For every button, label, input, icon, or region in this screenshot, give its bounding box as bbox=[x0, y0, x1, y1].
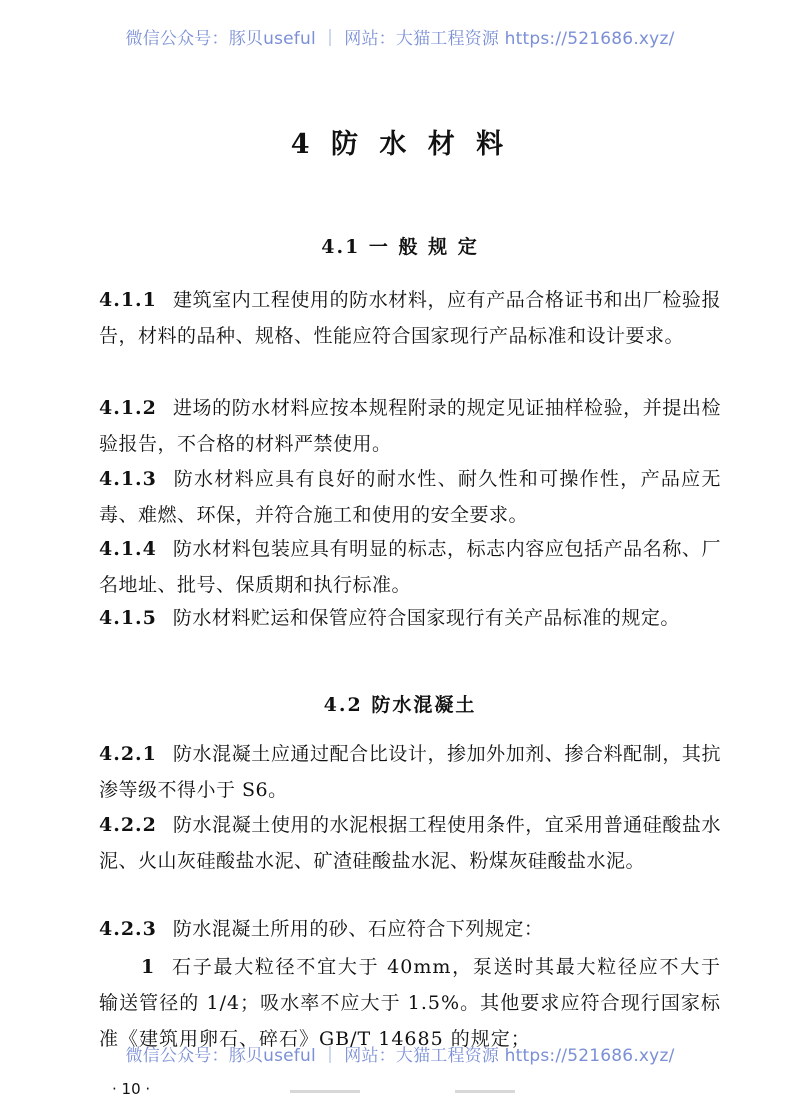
clause-number: 4.2.1 bbox=[99, 743, 157, 765]
bleed-through-mark bbox=[455, 1090, 515, 1093]
clause-number: 4.1.3 bbox=[99, 468, 157, 490]
clause-number: 4.1.1 bbox=[99, 289, 157, 311]
clause-text: 建筑室内工程使用的防水材料，应有产品合格证书和出厂检验报告，材料的品种、规格、性能应符合国家现行产品标准和设计要求。 bbox=[99, 289, 721, 347]
chapter-title: 4 防 水 材 料 bbox=[290, 129, 510, 160]
watermark-bottom: 微信公众号：豚贝useful ｜ 网站：大猫工程资源 https://521686.xyz/ bbox=[125, 1046, 675, 1066]
clause-text: 防水混凝土使用的水泥根据工程使用条件，宜采用普通硅酸盐水泥、火山灰硅酸盐水泥、矿渣硅酸盐水泥、粉煤灰硅酸盐水泥。 bbox=[99, 814, 721, 872]
clause-4-1-2 bbox=[99, 390, 721, 462]
clause-4-2-1 bbox=[99, 736, 721, 808]
clause-4-1-3 bbox=[99, 461, 721, 533]
clause-4-1-1 bbox=[99, 282, 721, 354]
clause-number: 4.1.2 bbox=[99, 397, 157, 419]
page-number: · 10 · bbox=[112, 1080, 151, 1098]
section-title-4-2: 4.2 防水混凝土 bbox=[323, 694, 477, 716]
section-title-4-1: 4.1 一 般 规 定 bbox=[321, 236, 479, 258]
clause-4-1-4 bbox=[99, 531, 721, 603]
clause-text: 防水材料应具有良好的耐水性、耐久性和可操作性，产品应无毒、难燃、环保，并符合施工和使用的安全要求。 bbox=[99, 468, 721, 526]
clause-text: 进场的防水材料应按本规程附录的规定见证抽样检验，并提出检验报告，不合格的材料严禁使用。 bbox=[99, 397, 721, 455]
clause-text: 防水材料包装应具有明显的标志，标志内容应包括产品名称、厂名地址、批号、保质期和执行标准。 bbox=[99, 538, 721, 596]
clause-text: 防水混凝土所用的砂、石应符合下列规定： bbox=[172, 918, 544, 940]
clause-number: 4.2.3 bbox=[99, 918, 157, 940]
watermark-top: 微信公众号：豚贝useful ｜ 网站：大猫工程资源 https://521686.xyz/ bbox=[125, 29, 675, 49]
clause-4-2-3 bbox=[99, 911, 721, 947]
item-text: 石子最大粒径不宜大于 40mm，泵送时其最大粒径应不大于输送管径的 1/4；吸水率不应大于 1.5%。其他要求应符合现行国家标准《建筑用卵石、碎石》GB/T 14685 的规定； bbox=[99, 956, 721, 1050]
clause-text: 防水混凝土应通过配合比设计，掺加外加剂、掺合料配制，其抗渗等级不得小于 S6。 bbox=[99, 743, 721, 801]
item-number: 1 bbox=[141, 956, 156, 978]
clause-text: 防水材料贮运和保管应符合国家现行有关产品标准的规定。 bbox=[172, 607, 680, 629]
bleed-through-mark bbox=[290, 1090, 360, 1093]
clause-number: 4.1.5 bbox=[99, 607, 157, 629]
clause-number: 4.1.4 bbox=[99, 538, 157, 560]
clause-4-2-2 bbox=[99, 807, 721, 879]
clause-number: 4.2.2 bbox=[99, 814, 157, 836]
clause-4-1-5 bbox=[99, 600, 721, 636]
